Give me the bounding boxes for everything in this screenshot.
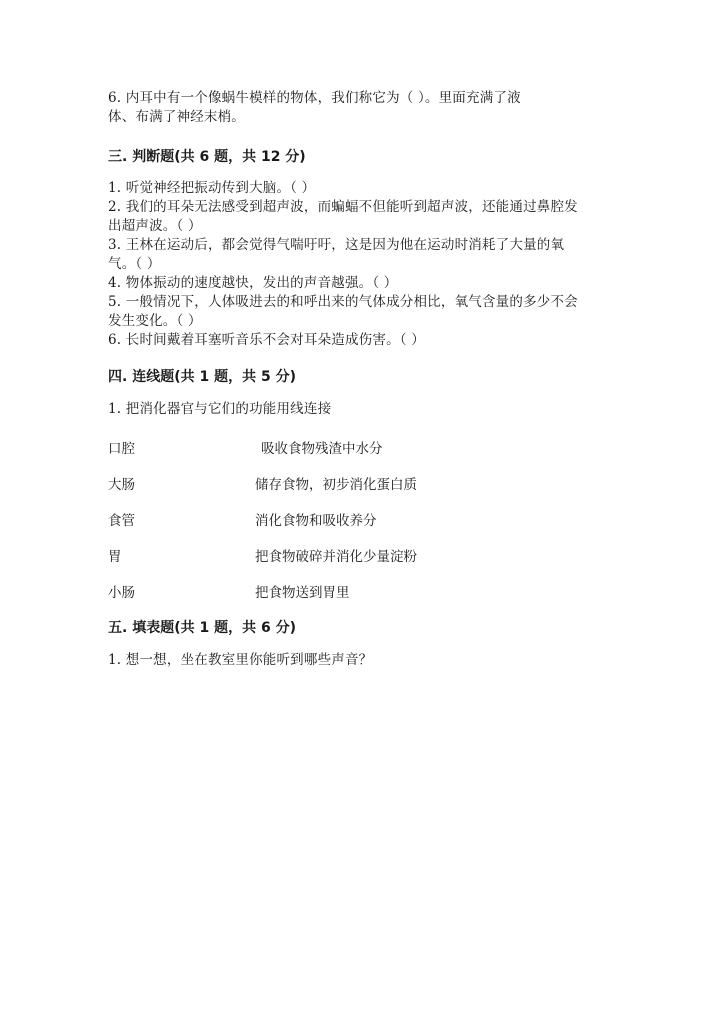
function-label: 把食物送到胃里: [255, 585, 350, 601]
function-label: 把食物破碎并消化少量淀粉: [255, 549, 417, 565]
section-4-heading: 四. 连线题(共 1 题，共 5 分): [108, 369, 296, 385]
organ-label: 食管: [108, 513, 135, 529]
judge-line: 5. 一般情况下，人体吸进去的和呼出来的气体成分相比，氧气含量的多少不会: [108, 294, 578, 310]
judge-line: 2. 我们的耳朵无法感受到超声波，而蝙蝠不但能听到超声波，还能通过鼻腔发: [108, 199, 578, 215]
table-question: 1. 想一想，坐在教室里你能听到哪些声音？: [108, 652, 373, 668]
organ-label: 大肠: [108, 477, 135, 493]
judge-line: 1. 听觉神经把振动传到大脑。（ ）: [108, 180, 316, 196]
organ-label: 小肠: [108, 585, 135, 601]
function-label: 消化食物和吸收养分: [255, 513, 377, 529]
judge-line: 4. 物体振动的速度越快，发出的声音越强。（ ）: [108, 275, 398, 291]
section-3-heading: 三. 判断题(共 6 题，共 12 分): [108, 149, 306, 165]
question-6-line-2: 体、布满了神经末梢。: [108, 109, 245, 125]
function-label: 储存食物，初步消化蛋白质: [255, 477, 417, 493]
section-5-heading: 五. 填表题(共 1 题，共 6 分): [108, 620, 296, 636]
judge-line: 6. 长时间戴着耳塞听音乐不会对耳朵造成伤害。（ ）: [108, 332, 425, 348]
judge-line: 出超声波。（ ）: [108, 218, 202, 234]
organ-label: 口腔: [108, 441, 135, 457]
matching-question: 1. 把消化器官与它们的功能用线连接: [108, 401, 332, 417]
judge-line: 气。（ ）: [108, 256, 161, 272]
judge-line: 3. 王林在运动后，都会觉得气喘吁吁，这是因为他在运动时消耗了大量的氧: [108, 237, 565, 253]
judge-line: 发生变化。（ ）: [108, 313, 202, 329]
function-label: 吸收食物残渣中水分: [261, 441, 383, 457]
question-6-line-1: 6. 内耳中有一个像蜗牛模样的物体，我们称它为（ ）。里面充满了液: [108, 90, 521, 106]
organ-label: 胃: [108, 549, 122, 565]
